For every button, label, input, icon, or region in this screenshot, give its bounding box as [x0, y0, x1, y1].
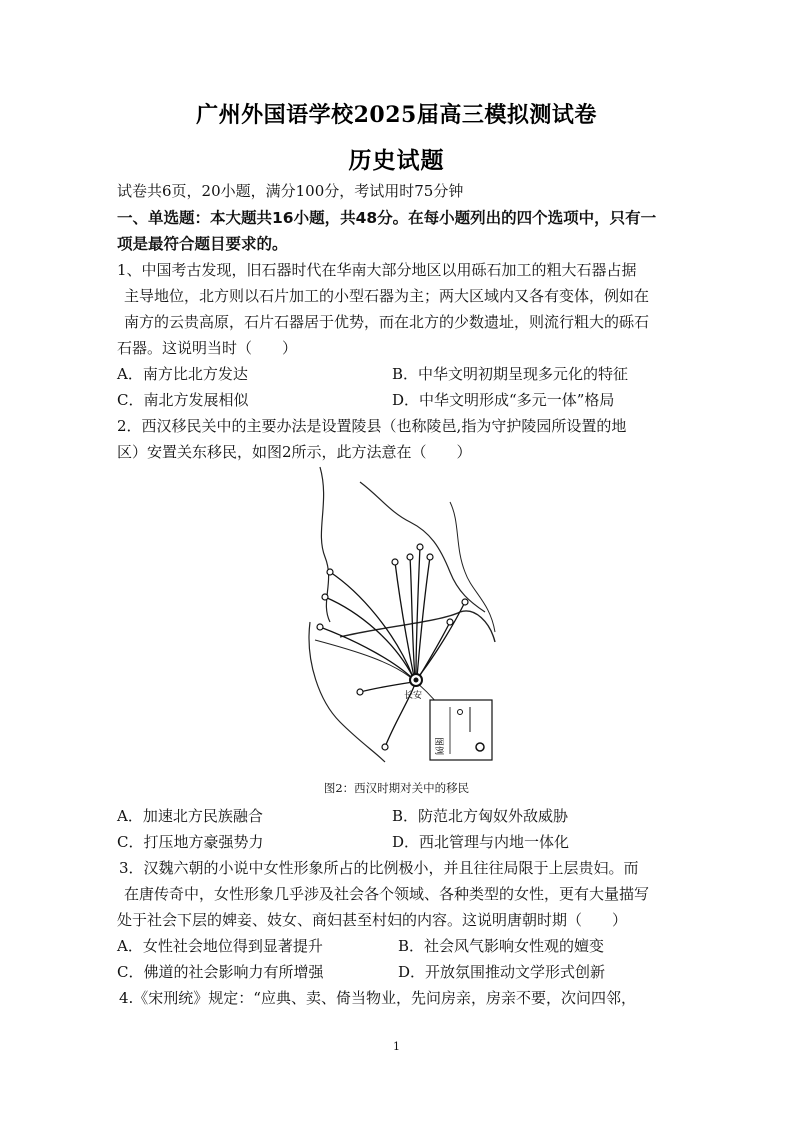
section-heading-line1: 一、单选题：本大题共16小题，共48分。在每小题列出的四个选项中，只有一	[117, 209, 657, 227]
section-heading-line2: 项是最符合题目要求的。	[117, 235, 288, 253]
origin-point	[447, 619, 453, 625]
q3-line: 3．汉魏六朝的小说中女性形象所占的比例极小，并且往往局限于上层贵妇。而	[119, 859, 639, 877]
capital-marker-dot	[414, 678, 419, 683]
migration-arrow	[419, 622, 450, 677]
origin-point	[417, 544, 423, 550]
q3-option-d: D．开放氛围推动文学形式创新	[398, 963, 606, 981]
origin-point	[427, 554, 433, 560]
q1-option-a: A．南方比北方发达	[117, 365, 248, 383]
q1-line: 南方的云贵高原，石片石器居于优势，而在北方的少数遗址，则流行粗大的砾石	[124, 313, 650, 331]
origin-point	[327, 569, 333, 575]
migration-arrow	[320, 627, 412, 678]
exam-title: 广州外国语学校2025届高三模拟测试卷	[196, 102, 597, 128]
page-number: 1	[393, 1040, 400, 1053]
q3-line: 在唐传奇中，女性形象几乎涉及社会各个领域、各种类型的女性，更有大量描写	[124, 885, 650, 903]
origin-point	[392, 559, 398, 565]
q1-line: 主导地位，北方则以石片加工的小型石器为主；两大区域内又各有变体，例如在	[124, 287, 650, 305]
q4-line: 4.《宋刑统》规定：“应典、卖、倚当物业，先问房亲，房亲不要，次问四邻，	[119, 989, 636, 1007]
migration-arrow	[325, 597, 413, 677]
origin-point	[317, 624, 323, 630]
capital-label: 长安	[404, 691, 423, 701]
legend-symbol-origin	[458, 710, 463, 715]
q2-option-c: C．打压地方豪强势力	[117, 833, 264, 851]
migration-arrow	[330, 572, 413, 677]
map-caption: 图2：西汉时期对关中的移民	[323, 781, 470, 795]
origin-point	[382, 744, 388, 750]
q1-line: 1、中国考古发现，旧石器时代在华南大部分地区以用砾石加工的粗大石器占据	[117, 261, 637, 279]
exam-subtitle: 历史试题	[348, 147, 445, 174]
migration-map	[300, 462, 500, 772]
q2-line: 2．西汉移民关中的主要办法是设置陵县（也称陵邑,指为守护陵园所设置的地	[117, 417, 627, 435]
legend-title: 图例	[433, 737, 443, 756]
q3-option-a: A．女性社会地位得到显著提升	[117, 937, 323, 955]
q2-option-a: A．加速北方民族融合	[117, 807, 263, 825]
q2-option-d: D．西北管理与内地一体化	[392, 833, 570, 851]
q3-option-c: C．佛道的社会影响力有所增强	[117, 963, 324, 981]
legend-symbol-capital	[476, 743, 484, 751]
exam-meta: 试卷共6页，20小题，满分100分，考试用时75分钟	[117, 182, 464, 200]
q1-option-c: C．南北方发展相似	[117, 391, 249, 409]
q1-line: 石器。这说明当时（ ）	[117, 339, 298, 357]
q2-option-b: B．防范北方匈奴外敌威胁	[392, 807, 569, 825]
origin-point	[357, 689, 363, 695]
origin-point	[462, 599, 468, 605]
q3-line: 处于社会下层的婢妾、妓女、商妇甚至村妇的内容。这说明唐朝时期（ ）	[117, 911, 628, 929]
q1-option-b: B．中华文明初期呈现多元化的特征	[392, 365, 629, 383]
q1-option-d: D．中华文明形成“多元一体”格局	[392, 391, 615, 409]
q3-option-b: B．社会风气影响女性观的嬗变	[398, 937, 605, 955]
q2-line: 区）安置关东移民，如图2所示，此方法意在（ ）	[117, 443, 472, 461]
origin-point	[322, 594, 328, 600]
migration-arrow	[416, 547, 420, 677]
origin-point	[407, 554, 413, 560]
map-boundary	[309, 622, 385, 762]
